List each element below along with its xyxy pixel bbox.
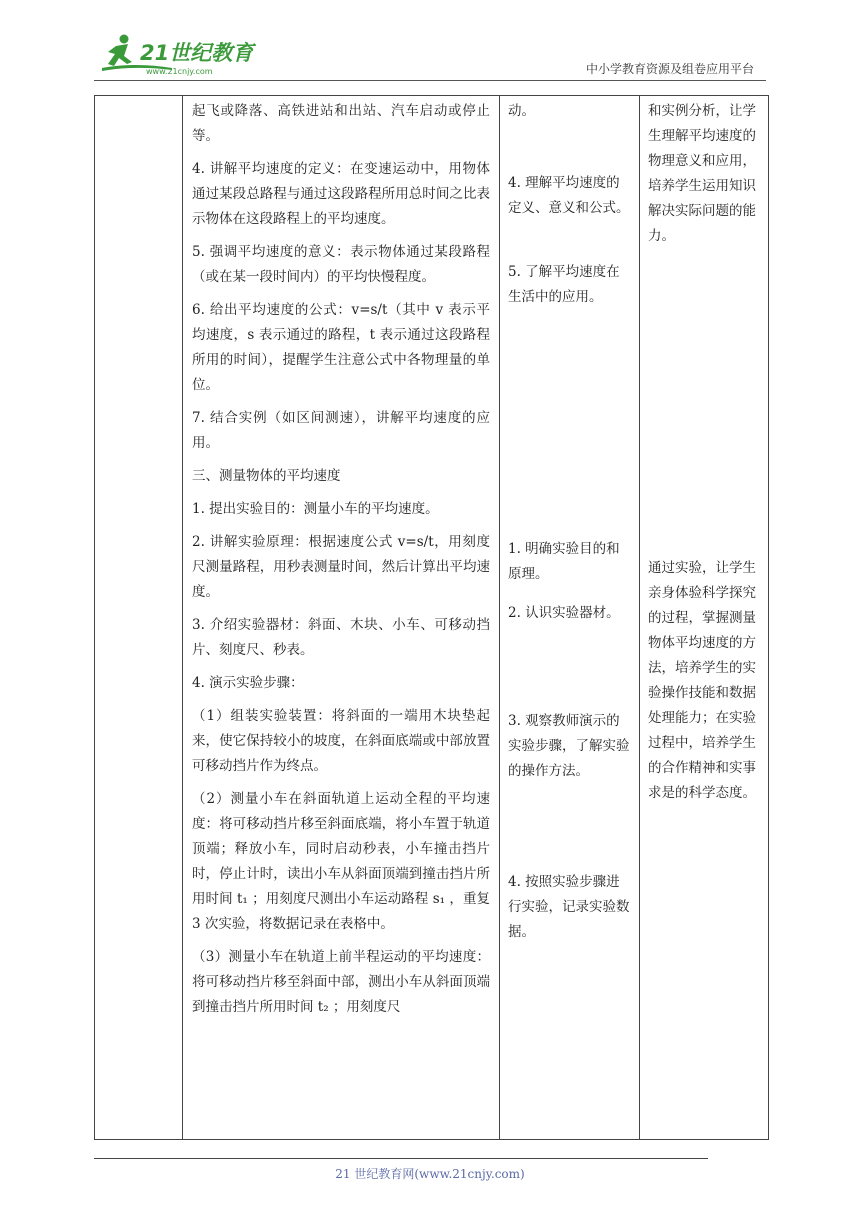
teacher-text: 5. 强调平均速度的意义：表示物体通过某段路程（或在某一段时间内）的平均快慢程度。 [192, 244, 490, 285]
teacher-text: 4. 讲解平均速度的定义：在变速运动中，用物体通过某段总路程与通过这段路程所用总时间之比表示物体在这段路程上的平均速度。 [192, 161, 490, 227]
section-heading: 三、测量物体的平均速度 [192, 468, 341, 484]
intent-text: 和实例分析，让学生理解平均速度的物理意义和应用，培养学生运用知识解决实际问题的能力。 [648, 103, 756, 244]
logo-url: www.21cnjy.com [146, 67, 213, 76]
footer-divider [94, 1158, 708, 1159]
teacher-text: （1）组装实验装置：将斜面的一端用木块垫起来，使它保持较小的坡度，在斜面底端或中部放置可移动挡片作为终点。 [192, 708, 490, 774]
student-text: 4. 按照实验步骤进行实验，记录实验数据。 [508, 874, 630, 940]
student-text: 动。 [508, 103, 535, 119]
platform-name: 中小学教育资源及组卷应用平台 [585, 62, 754, 76]
teacher-text: 3. 介绍实验器材：斜面、木块、小车、可移动挡片、刻度尺、秒表。 [192, 617, 490, 658]
table-row [95, 96, 769, 1140]
student-text: 3. 观察教师演示的实验步骤，了解实验的操作方法。 [508, 713, 630, 779]
logo-text: 21世纪教育 [140, 41, 254, 65]
teacher-text: 7. 结合实例（如区间测速），讲解平均速度的应用。 [192, 410, 490, 451]
intent-text: 通过实验，让学生亲身体验科学探究的过程，掌握测量物体平均速度的方法，培养学生的实验操作技能和数据处理能力；在实验过程中，培养学生的合作精神和实事求是的科学态度。 [648, 560, 756, 801]
footer-text: 21 世纪教育网(www.21cnjy.com) [335, 1167, 525, 1181]
teacher-text: 4. 演示实验步骤： [192, 675, 304, 691]
col-stage-cell [95, 96, 183, 1140]
teacher-text: 起飞或降落、高铁进站和出站、汽车启动或停止等。 [192, 103, 490, 144]
student-text: 2. 认识实验器材。 [508, 605, 620, 621]
page-header [0, 0, 860, 80]
logo-21cnjy [94, 30, 264, 78]
teacher-text: （2）测量小车在斜面轨道上运动全程的平均速度：将可移动挡片移至斜面底端，将小车置于轨道顶端；释放小车，同时启动秒表，小车撞击挡片时，停止计时，读出小车从斜面顶端到撞击挡片所用时间 t₁ ；用刻度尺测出小车运动路程 s₁ ，重复 3 次实验，将数据记录在表格中。 [192, 791, 490, 932]
col-student-activity-cell [500, 96, 640, 1140]
student-text: 5. 了解平均速度在生活中的应用。 [508, 264, 620, 305]
teacher-text: 1. 提出实验目的：测量小车的平均速度。 [192, 501, 439, 517]
student-text: 1. 明确实验目的和原理。 [508, 541, 620, 582]
teacher-text: （3）测量小车在轨道上前半程运动的平均速度：将可移动挡片移至斜面中部，测出小车从斜面顶端到撞击挡片所用时间 t₂ ；用刻度尺 [192, 949, 490, 1015]
header-divider [94, 80, 766, 81]
col-teacher-activity-cell [183, 96, 500, 1140]
teacher-text: 6. 给出平均速度的公式：v=s/t（其中 v 表示平均速度，s 表示通过的路程，t 表示通过这段路程所用的时间），提醒学生注意公式中各物理量的单位。 [192, 302, 490, 393]
student-text: 4. 理解平均速度的定义、意义和公式。 [508, 175, 630, 216]
teacher-text: 2. 讲解实验原理：根据速度公式 v=s/t，用刻度尺测量路程，用秒表测量时间，然后计算出平均速度。 [192, 534, 490, 600]
col-design-intent-cell [640, 96, 769, 1140]
lesson-table [94, 95, 769, 1140]
